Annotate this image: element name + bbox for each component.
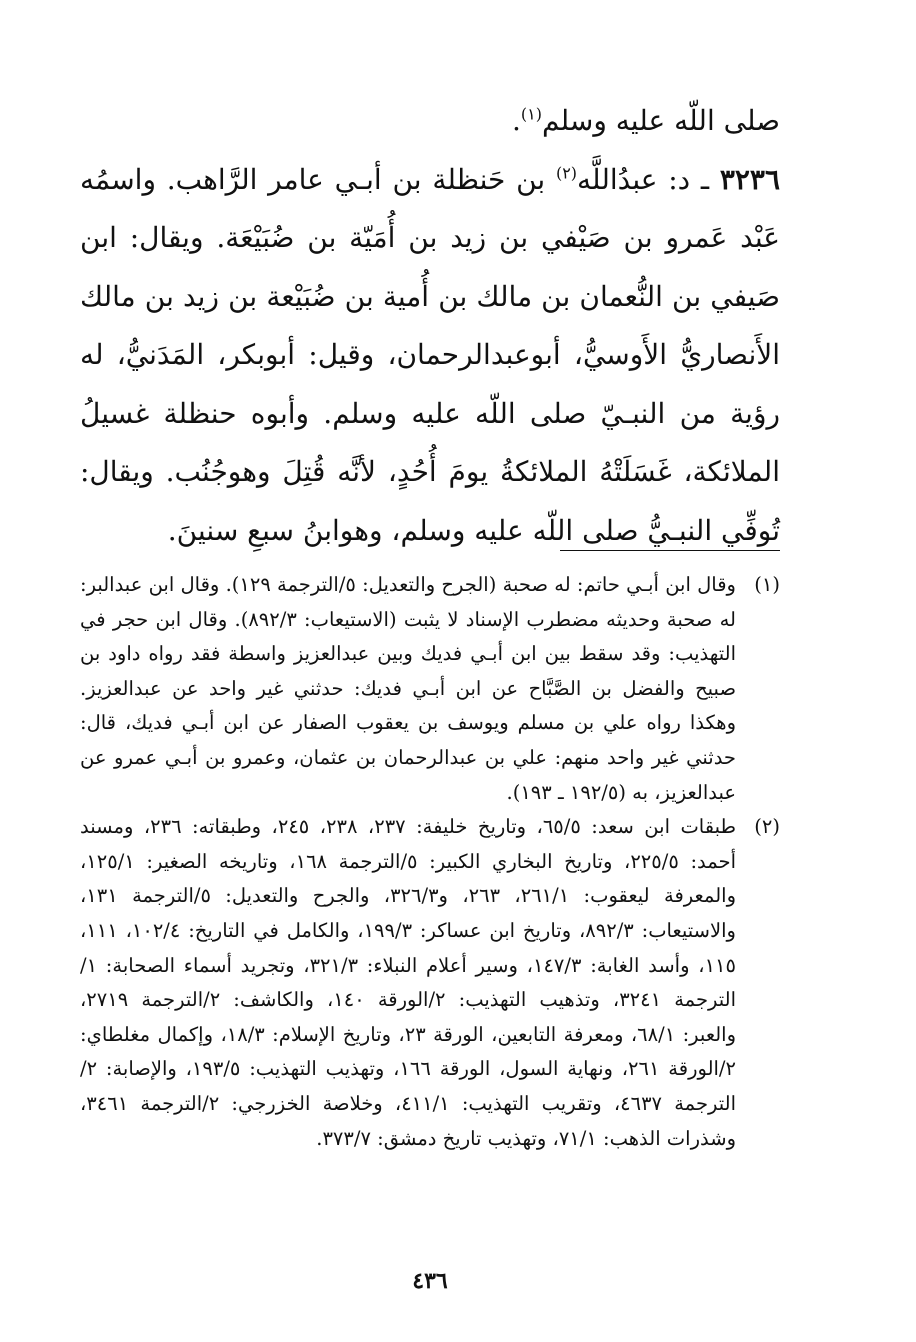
page-number: ٤٣٦ bbox=[412, 1268, 448, 1294]
footnote-ref-1: (١) bbox=[520, 104, 542, 124]
continuation-text: صلى اللّه عليه وسلم bbox=[542, 104, 780, 137]
entry-name: عبدُاللَّه bbox=[577, 162, 658, 196]
footnote-ref-2: (٢) bbox=[555, 163, 578, 183]
footnote-number: (٢) bbox=[754, 815, 780, 839]
footnote-text: وقال ابن أبـي حاتم: له صحبة (الجرح والتعديل: ٥/الترجمة ١٢٩). وقال ابن عبدالبر: له صحبة وحديثه مضطرب الإسناد لا يثبت (الاستيعاب: ٨٩٢/٣). وقال ابن حجر في التهذيب: وقد سقط بين ابن أبـي فديك وبين عبدالعزيز واسطة فقد رواه داود بن صبيح والفضل بن الصَّبَّاح عن ابن أبـي فديك: حدثني غير واحد عن عبدالعزيز. وهكذا رواه علي بن مسلم ويوسف بن يعقوب الصفار عن ابن أبـي فديك، قال: حدثني غير واحد منهم: علي بن عبدالرحمان بن عثمان، وعمرو بن أبـي عمرو عن عبدالعزيز، به (١٩٢/٥ ـ ١٩٣). bbox=[80, 573, 736, 804]
footnote-number: (١) bbox=[754, 573, 780, 596]
footnote-1 bbox=[80, 568, 780, 810]
footnotes bbox=[80, 568, 780, 1156]
continuation-line bbox=[80, 92, 780, 151]
biography-entry bbox=[80, 151, 780, 561]
footnote-2 bbox=[80, 810, 780, 1156]
entry-number: ٣٢٣٦ bbox=[719, 162, 780, 196]
main-text bbox=[80, 92, 780, 560]
entry-separator: ـ د: bbox=[657, 162, 720, 196]
continuation-end: . bbox=[512, 104, 521, 137]
book-page bbox=[80, 92, 780, 1322]
footnote-divider bbox=[560, 550, 780, 551]
footnote-text: طبقات ابن سعد: ٦٥/٥، وتاريخ خليفة: ٢٣٧، ٢٣٨، ٢٤٥، وطبقاته: ٢٣٦، ومسند أحمد: ٢٢٥/٥، وتاريخ البخاري الكبير: ٥/الترجمة ١٦٨، وتاريخه الصغير: ١٢٥/١، والمعرفة ليعقوب: ٢٦١/١، ٢٦٣، و٣٢٦/٣، والجرح والتعديل: ٥/الترجمة ١٣١، والاستيعاب: ٨٩٢/٣، وتاريخ ابن عساكر: ١٩٩/٣، والكامل في التاريخ: ١٠٢/٤، ١١١، ١١٥، وأسد الغابة: ١٤٧/٣، وسير أعلام النبلاء: ٣٢١/٣، وتجريد أسماء الصحابة: ١/الترجمة ٣٢٤١، وتذهيب التهذيب: ٢/الورقة ١٤٠، والكاشف: ٢/الترجمة ٢٧١٩، والعبر: ٦٨/١، ومعرفة التابعين، الورقة ٢٣، وتاريخ الإسلام: ١٨/٣، وإكمال مغلطاي: ٢/الورقة ٢٦١، ونهاية السول، الورقة ١٦٦، وتهذيب التهذيب: ١٩٣/٥، والإصابة: ٢/الترجمة ٤٦٣٧، وتقريب التهذيب: ٤١١/١، وخلاصة الخزرجي: ٢/الترجمة ٣٤٦١، وشذرات الذهب: ٧١/١، وتهذيب تاريخ دمشق: ٣٧٣/٧. bbox=[80, 815, 737, 1150]
entry-body: بن حَنظلة بن أبـي عامر الرَّاهب. واسمُه عَبْد عَمرو بن صَيْفي بن زيد بن أُمَيّة بن ضُبَيْعَة. ويقال: ابن صَيفي بن النُّعمان بن مالك بن أُمية بن ضُبَيْعة بن زيد بن مالك الأَنصاريُّ الأَوسيُّ، أبوعبدالرحمان، وقيل: أبوبكر، المَدَنيُّ، له رؤية من النبـيّ صلى اللّه عليه وسلم. وأبوه حنظلة غسيلُ الملائكة، غَسَلَتْهُ الملائكةُ يومَ أُحُدٍ، لأنَّه قُتِلَ وهوجُنُب. ويقال: تُوفِّي النبـيُّ صلى اللّه عليه وسلم، وهوابنُ سبعِ سنينَ. bbox=[80, 162, 780, 547]
